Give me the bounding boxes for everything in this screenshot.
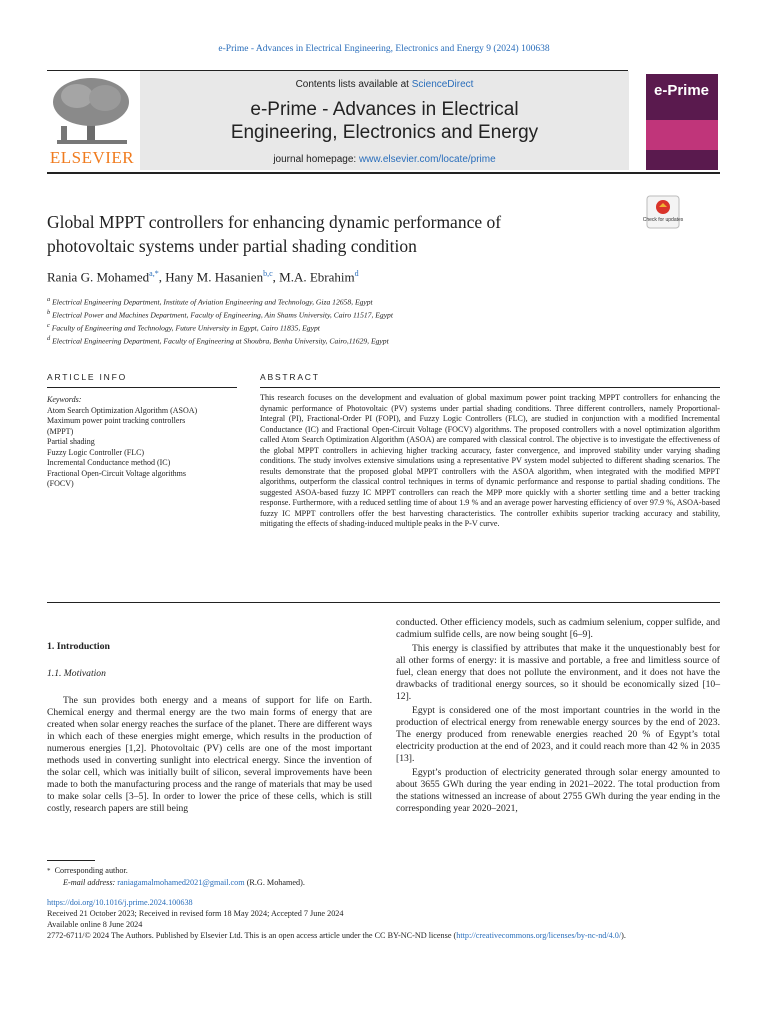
author-affil-sup[interactable]: b,c	[263, 269, 273, 278]
affiliation-text: Electrical Engineering Department, Faculty of Engineering at Shoubra, Benha University, Cairo,11629, Egypt	[52, 336, 389, 346]
keyword-item: Maximum power point tracking controllers	[47, 416, 186, 425]
header-bottom-rule	[47, 172, 720, 174]
keyword-item: Fuzzy Logic Controller (FLC)	[47, 447, 145, 457]
paragraph: Egypt’s production of electricity generated through solar energy amounted to about 3655 GWh during the year ending in 2021–2022. The total production from the stations witnessed an increase of about 2755 GWh during the year ending in the corresponding year 2020–2021,	[396, 767, 720, 814]
journal-homepage	[140, 154, 629, 165]
affiliation-item	[47, 321, 687, 334]
abstract-rule	[260, 387, 720, 388]
sciencedirect-link[interactable]: ScienceDirect	[411, 79, 474, 90]
journal-title	[140, 98, 629, 144]
corresponding-text: Corresponding author.	[54, 866, 128, 875]
article-title-line1: Global MPPT controllers for enhancing dynamic performance of	[47, 212, 502, 232]
paragraph: conducted. Other efficiency models, such as cadmium selenium, copper sulfide, and cadmium sulfide cells, are now being sought [6–9].	[396, 617, 720, 640]
article-history	[47, 897, 727, 941]
contents-line	[140, 79, 629, 90]
section-heading-introduction: 1. Introduction	[47, 641, 110, 652]
publisher-name[interactable]: ELSEVIER	[49, 148, 135, 167]
affiliation-list	[47, 295, 687, 347]
abstract-text: This research focuses on the development and evaluation of global maximum power point tracking MPPT controllers for enhancing the dynamic performance of Photovoltaic (PV) systems under partial shading conditions. Three different controllers, namely Proportional-Integral (PI), Fractional-Order PI (FOPI), and Fuzzy Logic Controllers (FLC), are studied in conjunction with a modified Incremental Conductance (IC) and Fractional Open-Circuit Voltage (FOCV) algorithms. The proposed controllers with a novel optimization algorithm called Atom Search Optimization Algorithm (ASOA) are compared with classical control. The objective is to investigate the effectiveness of the global MPPT controllers in achieving higher tracking accuracy, faster convergence, and improved stability under varying shading conditions. The study involves extensive simulations using a representative PV system model subjected to different shading scenarios. The results demonstrate that the proposed global MPPT controllers with the ASOA algorithm, when integrated with the modified MPPT algorithms, outperform the classical control techniques in terms of dynamic performance and response to partial shading conditions. The suggested ASOA-based fuzzy IC MPPT controllers can reach the MPP more quickly with a shorter settling time and a better tracking response. Furthermore, with a reduced settling time of about 1.9 % and an average power harvesting efficiency of over 97.9 %, ASOA-based fuzzy IC MPPT controllers offer the best harvesting characteristics. The controller exhibits superior tracking accuracy and stability, mitigating the effects of shading-induced multiple peaks in the P-V curve.	[260, 393, 720, 528]
cover-stripe	[646, 120, 718, 150]
keyword-item: Partial shading	[47, 437, 95, 446]
email-link[interactable]: raniagamalmohamed2021@gmail.com	[117, 878, 245, 887]
keyword-item: Incremental Conductance method (IC)	[47, 458, 171, 467]
article-info-heading: ARTICLE INFO	[47, 372, 128, 382]
license-link[interactable]: http://creativecommons.org/licenses/by-nc-nd/4.0/	[456, 931, 622, 940]
author-affil-sup[interactable]: d	[354, 269, 359, 278]
keywords-label: Keywords:	[47, 395, 82, 404]
article-title	[47, 210, 627, 258]
author-affil-sup[interactable]: a,*	[149, 269, 159, 278]
abstract-bottom-rule	[47, 602, 720, 603]
keyword-item: Fractional Open-Circuit Voltage algorithms	[47, 468, 187, 478]
email-suffix: (R.G. Mohamed).	[244, 878, 305, 887]
affiliation-sup: d	[47, 335, 51, 343]
paragraph: The sun provides both energy and a means of support for life on Earth. Chemical energy and thermal energy are the two main forms of energy that are created when solar energy reaches the surface of the planet. There are different ways in which each of these energies might emerge, which results in the production of numerous energies [1,2]. Photovoltaic (PV) cells are one of the most important methods used in converting sunlight into electrical energy. Since the invention of the solar cell, which was initially built of silicon, several improvements have been made to both the manufacturing process and the range of materials that may be used to make solar cells [3–5]. In order to lower the price of these cells, which is still costly, research papers are still being	[47, 695, 372, 814]
author-sep: ,	[158, 269, 166, 285]
email-line	[47, 877, 447, 889]
author-sep: ,	[272, 269, 280, 285]
homepage-label: journal homepage:	[273, 154, 359, 165]
author-name[interactable]: Rania G. Mohamed	[47, 269, 150, 285]
author-name[interactable]: M.A. Ebrahim	[279, 269, 355, 285]
check-for-updates-badge[interactable]	[642, 195, 684, 229]
email-label: E-mail address:	[63, 878, 118, 887]
contents-prefix: Contents lists available at	[295, 79, 412, 90]
journal-cover-image[interactable]	[646, 74, 718, 170]
intro-paragraph	[47, 695, 372, 815]
license-prefix: 2772-6711/© 2024 The Authors. Published by Elsevier Ltd. This is an open access article under the CC BY-NC-ND license (	[47, 931, 457, 940]
author-name[interactable]: Hany M. Hasanien	[165, 269, 264, 285]
author-list	[47, 269, 627, 285]
affiliation-text: Electrical Power and Machines Department, Faculty of Engineering, Ain Shams University, Cairo 11517, Egypt	[52, 310, 393, 320]
paragraph: This energy is classified by attributes that make it the unquestionably best for all other forms of energy: it is massive and portable, a free and limitless source of fuel, clean energy that does not pollute the environment, and it does not have the drawbacks of traditional energy sources, so it should be economically sized [10–12].	[396, 643, 720, 702]
journal-title-line1: e-Prime - Advances in Electrical	[250, 99, 519, 120]
keyword-item: (MPPT)	[47, 426, 74, 436]
license-suffix: ).	[621, 931, 626, 940]
affiliation-item	[47, 334, 687, 347]
check-updates-text: Check for updates	[642, 217, 684, 223]
corresponding-author-note: * Corresponding author.	[47, 866, 128, 875]
affiliation-item	[47, 308, 687, 321]
journal-title-line2: Engineering, Electronics and Energy	[230, 122, 539, 143]
affiliation-text: Faculty of Engineering and Technology, Future University in Egypt, Cairo 11835, Egypt	[51, 323, 320, 333]
paragraph: Egypt is considered one of the most important countries in the world in the production of electrical energy from renewable energy sources by the end of 2023. The energy produced from renewable energies reached 20 % of Egypt’s total electricity production at the end of 2023, and it could reach more than 42 % in 2035 [13].	[396, 705, 720, 764]
right-column	[396, 617, 720, 815]
doi-link[interactable]: https://doi.org/10.1016/j.prime.2024.100638	[47, 898, 193, 907]
homepage-link[interactable]: www.elsevier.com/locate/prime	[358, 154, 496, 165]
affiliation-sup: b	[47, 309, 51, 317]
keyword-item: (FOCV)	[47, 479, 74, 488]
info-rule	[47, 387, 237, 388]
article-title-line2: photovoltaic systems under partial shading condition	[47, 236, 417, 256]
available-online: Available online 8 June 2024	[47, 920, 143, 929]
license-statement	[47, 930, 727, 941]
footnote	[47, 865, 447, 889]
affiliation-sup: a	[47, 296, 51, 303]
abstract-heading: ABSTRACT	[260, 372, 320, 382]
affiliation-sup: c	[47, 322, 50, 330]
affiliation-text: Electrical Engineering Department, Institute of Aviation Engineering and Technology, Giza 12658, Egypt	[52, 297, 373, 307]
keywords-block	[47, 395, 237, 490]
cover-title: e-Prime	[654, 82, 710, 99]
footnote-rule	[47, 860, 95, 861]
subsection-heading-motivation: 1.1. Motivation	[47, 668, 106, 679]
keyword-item: Atom Search Optimization Algorithm (ASOA)	[47, 405, 198, 415]
received-dates: Received 21 October 2023; Received in revised form 18 May 2024; Accepted 7 June 2024	[47, 909, 344, 918]
affiliation-item	[47, 295, 687, 308]
running-header-citation[interactable]: e-Prime - Advances in Electrical Engineering, Electronics and Energy 9 (2024) 100638	[218, 44, 550, 54]
